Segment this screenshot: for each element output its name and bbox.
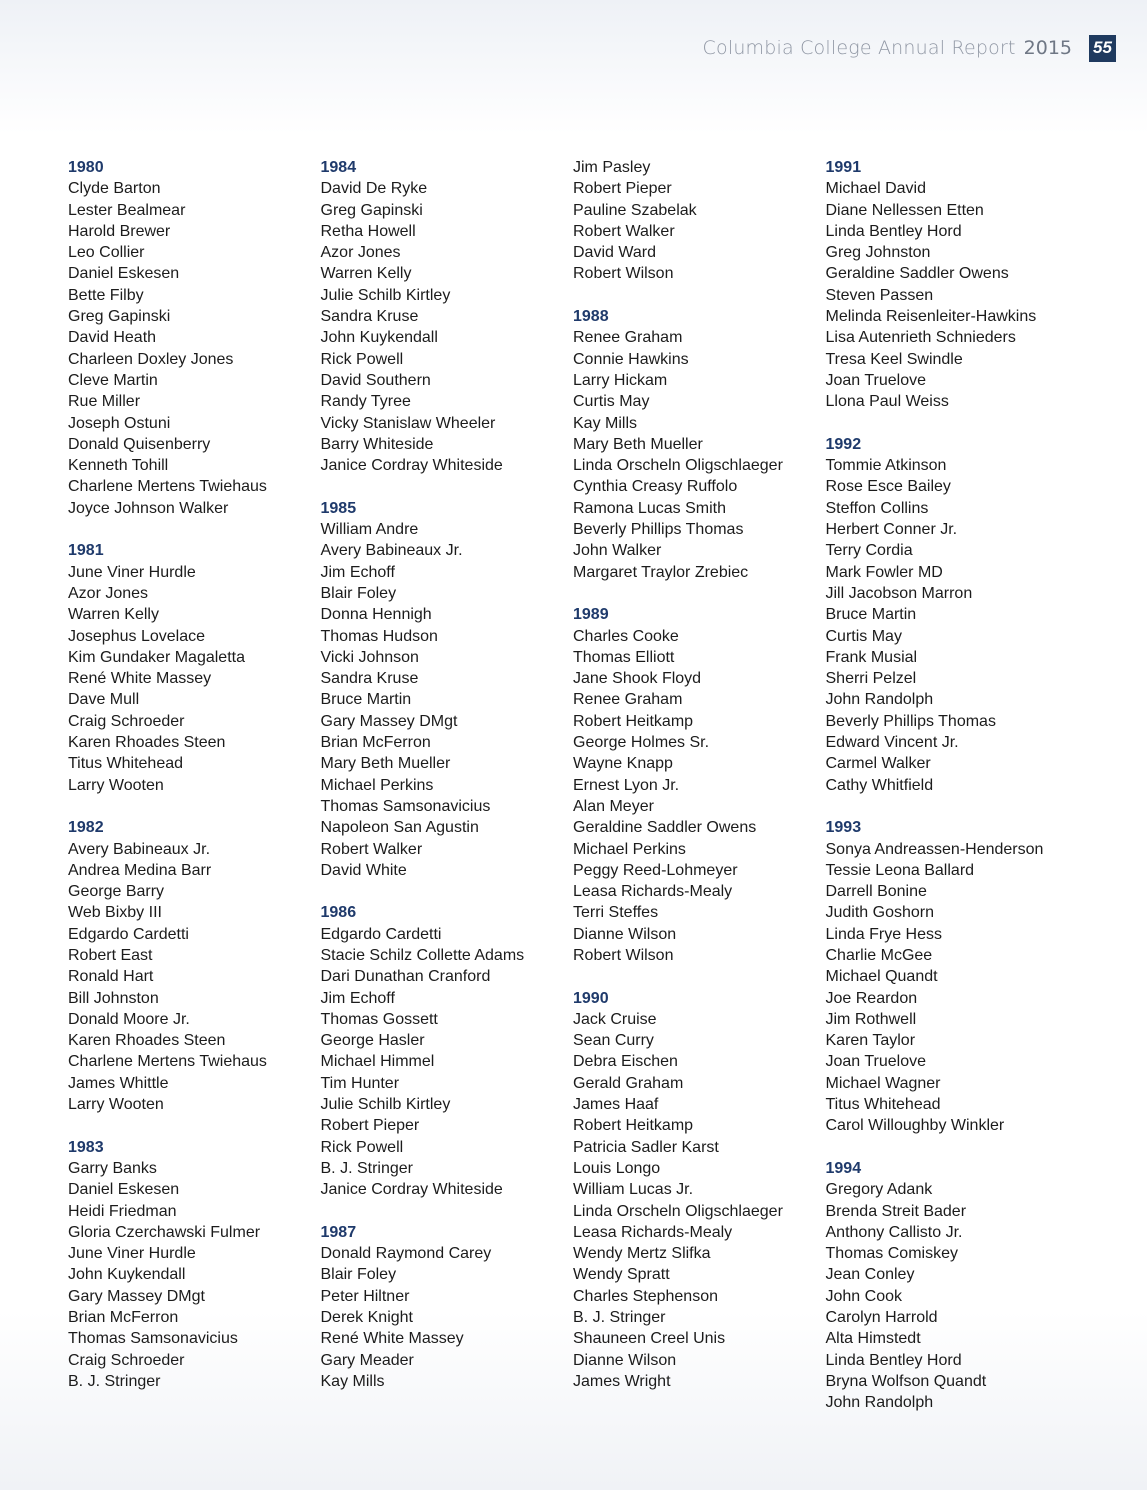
donor-name: June Viner Hurdle <box>68 1245 196 1263</box>
donor-name: John Cook <box>825 1287 902 1305</box>
donor-name: Terry Cordia <box>825 542 913 560</box>
donor-name: John Randolph <box>825 691 934 709</box>
donor-name: Dianne Wilson <box>573 1351 677 1369</box>
donor-name: Brian McFerron <box>68 1309 179 1327</box>
donor-name: Geraldine Saddler Owens <box>825 265 1009 283</box>
donor-name: Avery Babineaux Jr. <box>68 840 211 858</box>
donor-name: Michael Himmel <box>320 1053 435 1071</box>
donor-name: Thomas Samsonavicius <box>68 1330 238 1348</box>
donor-name: Brenda Streit Bader <box>825 1202 967 1220</box>
donor-name: Carol Willoughby Winkler <box>825 1117 1005 1135</box>
donor-name: Jim Pasley <box>573 159 651 176</box>
class-year-group <box>573 306 826 583</box>
donor-name: Robert Wilson <box>573 946 674 964</box>
donor-name: Donald Quisenberry <box>68 435 211 453</box>
donor-name: Lisa Autenrieth Schnieders <box>825 329 1016 347</box>
donor-name: Sandra Kruse <box>320 308 419 326</box>
donor-name: Daniel Eskesen <box>68 1181 180 1199</box>
donor-name: Robert Pieper <box>573 180 672 198</box>
donor-name: Larry Hickam <box>573 371 668 389</box>
class-year-heading: 1990 <box>573 989 609 1007</box>
donor-name: Thomas Samsonavicius <box>320 797 491 815</box>
donor-name: Jack Cruise <box>573 1010 657 1028</box>
donor-name: Andrea Medina Barr <box>68 861 212 879</box>
donor-name: Sean Curry <box>573 1032 654 1050</box>
donor-name: Leasa Richards-Mealy <box>573 883 733 901</box>
donor-name: Renee Graham <box>573 329 683 347</box>
donor-name: Robert Pieper <box>320 1117 420 1135</box>
donor-name: Thomas Comiskey <box>825 1245 958 1263</box>
donor-name: Linda Orscheln Oligschlaeger <box>573 457 783 475</box>
donor-name: Sandra Kruse <box>320 670 419 688</box>
donor-name: Jim Rothwell <box>825 1010 917 1028</box>
donor-name: Larry Wooten <box>68 1096 164 1114</box>
donor-name: Josephus Lovelace <box>68 627 205 645</box>
donor-name: Web Bixby III <box>68 904 162 922</box>
donor-name: Warren Kelly <box>320 265 412 283</box>
donor-name: Joseph Ostuni <box>68 414 171 432</box>
donor-name: Karen Rhoades Steen <box>68 734 226 752</box>
report-year: 2015 <box>1023 37 1072 59</box>
donor-name: Edgardo Cardetti <box>320 925 442 943</box>
donor-name: Greg Johnston <box>825 244 931 262</box>
donor-name: Joan Truelove <box>825 371 927 389</box>
donor-column <box>321 157 574 1414</box>
donor-name: George Holmes Sr. <box>573 734 710 752</box>
donor-name: Herbert Conner Jr. <box>825 521 958 539</box>
donor-name: Linda Bentley Hord <box>825 1351 962 1369</box>
page-number-badge: 55 <box>1089 35 1116 62</box>
donor-name: James Whittle <box>68 1074 169 1092</box>
donor-name: Thomas Gossett <box>320 1010 438 1028</box>
class-year-group <box>321 1222 574 1392</box>
class-year-group <box>826 434 1079 796</box>
donor-name: Blair Foley <box>320 584 397 602</box>
donor-name: Jim Echoff <box>320 989 395 1007</box>
donor-name: Tim Hunter <box>320 1074 400 1092</box>
donor-name: Wendy Spratt <box>573 1266 670 1284</box>
donor-name: Jane Shook Floyd <box>573 670 702 688</box>
donor-name: John Kuykendall <box>68 1266 186 1284</box>
donor-name: Charlene Mertens Twiehaus <box>68 1053 267 1071</box>
class-year-heading: 1993 <box>825 819 862 837</box>
donor-name: Azor Jones <box>320 244 401 262</box>
class-year-group <box>826 1158 1079 1414</box>
donor-name: Retha Howell <box>320 222 416 240</box>
donor-name: Gary Meader <box>320 1351 414 1369</box>
donor-name: John Walker <box>573 542 662 560</box>
donor-name: David White <box>320 861 407 879</box>
donor-name: Janice Cordray Whiteside <box>320 1181 503 1199</box>
donor-name: Gary Massey DMgt <box>320 712 458 730</box>
donor-name: Rue Miller <box>68 393 141 411</box>
donor-column <box>68 157 321 1414</box>
donor-name: Michael Wagner <box>825 1074 941 1092</box>
report-title: Columbia College Annual Report <box>702 37 1016 59</box>
class-year-heading: 1992 <box>825 435 862 453</box>
donor-name: Edgardo Cardetti <box>68 925 189 943</box>
donor-name: Donna Hennigh <box>320 606 432 624</box>
donor-name: Bruce Martin <box>825 606 917 624</box>
donor-name: Garry Banks <box>68 1159 157 1177</box>
donor-name: Thomas Hudson <box>320 627 438 645</box>
donor-name: Craig Schroeder <box>68 1351 185 1369</box>
donor-name: Charlene Mertens Twiehaus <box>68 478 267 496</box>
class-year-group <box>321 498 574 881</box>
donor-name: James Wright <box>573 1372 671 1390</box>
page-header <box>703 34 1116 62</box>
donor-name: Bryna Wolfson Quandt <box>825 1372 987 1390</box>
donor-name: Gregory Adank <box>825 1181 933 1199</box>
donor-name: Clyde Barton <box>68 180 161 198</box>
donor-name: Janice Cordray Whiteside <box>320 457 503 475</box>
donor-name: Diane Nellessen Etten <box>825 201 984 219</box>
donor-name: Craig Schroeder <box>68 712 185 730</box>
donor-name: Lester Bealmear <box>68 201 186 219</box>
donor-name: Julie Schilb Kirtley <box>320 1096 451 1114</box>
donor-name: Greg Gapinski <box>68 308 171 326</box>
donor-name: Derek Knight <box>320 1309 413 1327</box>
donor-name: Carolyn Harrold <box>825 1309 938 1327</box>
donor-name: Titus Whitehead <box>825 1096 941 1114</box>
class-year-heading: 1987 <box>320 1223 357 1241</box>
donor-name: Joan Truelove <box>825 1053 927 1071</box>
donor-name: William Lucas Jr. <box>573 1181 694 1199</box>
donor-name: George Hasler <box>320 1032 425 1050</box>
donor-name: Linda Bentley Hord <box>825 222 962 240</box>
donor-name: Peggy Reed-Lohmeyer <box>573 861 738 879</box>
donor-name: Ronald Hart <box>68 968 154 986</box>
donor-name: Karen Taylor <box>825 1032 916 1050</box>
donor-column <box>826 157 1079 1414</box>
donor-name: Renee Graham <box>573 691 683 709</box>
donor-name: Anthony Callisto Jr. <box>825 1223 963 1241</box>
donor-name: Judith Goshorn <box>825 904 935 922</box>
donor-name: Gerald Graham <box>573 1074 684 1092</box>
donor-name: Llona Paul Weiss <box>825 393 949 411</box>
donor-name: Charles Cooke <box>573 627 679 645</box>
donor-name: Ramona Lucas Smith <box>573 499 726 517</box>
donor-name: Robert Walker <box>573 222 675 240</box>
class-year-group <box>321 902 574 1200</box>
donor-name: David De Ryke <box>320 180 428 198</box>
donor-name: Mark Fowler MD <box>825 563 943 581</box>
class-year-group <box>573 157 826 285</box>
class-year-group <box>68 540 321 796</box>
donor-name: Dari Dunathan Cranford <box>320 968 491 986</box>
donor-name: Julie Schilb Kirtley <box>320 286 451 304</box>
class-year-heading: 1989 <box>573 606 609 624</box>
donor-name: René White Massey <box>320 1330 464 1348</box>
donor-name: Steffon Collins <box>825 499 929 517</box>
class-year-heading: 1981 <box>68 542 104 560</box>
class-year-group <box>573 988 826 1393</box>
class-year-heading: 1983 <box>68 1138 104 1156</box>
donor-name: Napoleon San Agustin <box>320 819 479 837</box>
donor-name: Curtis May <box>573 393 650 411</box>
donor-name: Rick Powell <box>320 1138 404 1156</box>
donor-name: Alan Meyer <box>573 797 654 815</box>
donor-name: Rose Esce Bailey <box>825 478 951 496</box>
class-year-heading: 1994 <box>825 1159 862 1177</box>
donor-name: Edward Vincent Jr. <box>825 734 959 752</box>
donor-name: Cathy Whitfield <box>825 776 934 794</box>
donor-name: Kim Gundaker Magaletta <box>68 648 245 666</box>
donor-name: Blair Foley <box>320 1266 397 1284</box>
donor-name: Rick Powell <box>320 350 404 368</box>
donor-name: Melinda Reisenleiter-Hawkins <box>825 308 1037 326</box>
donor-name: Warren Kelly <box>68 606 159 624</box>
donor-name: George Barry <box>68 883 165 901</box>
donor-column <box>573 157 826 1414</box>
donor-name: William Andre <box>320 521 419 539</box>
donor-name: John Randolph <box>825 1394 934 1412</box>
donor-name: Ernest Lyon Jr. <box>573 776 680 794</box>
donor-name: Robert Walker <box>320 840 423 858</box>
donor-name: Brian McFerron <box>320 734 431 752</box>
donor-name: Patricia Sadler Karst <box>573 1138 719 1156</box>
donor-name: Kay Mills <box>320 1372 385 1390</box>
class-year-group <box>826 157 1079 413</box>
donor-name: Curtis May <box>825 627 902 645</box>
donor-name: Karen Rhoades Steen <box>68 1032 226 1050</box>
donor-name: Stacie Schilz Collette Adams <box>320 946 525 964</box>
donor-name: Linda Frye Hess <box>825 925 942 943</box>
donor-name: Sherri Pelzel <box>825 670 917 688</box>
donor-name: Frank Musial <box>825 648 918 666</box>
class-year-group <box>573 604 826 966</box>
donor-name: Robert East <box>68 946 153 964</box>
donor-name: Barry Whiteside <box>320 435 434 453</box>
donor-name: Daniel Eskesen <box>68 265 180 283</box>
donor-name: Dave Mull <box>68 691 140 709</box>
donor-name: Joe Reardon <box>825 989 918 1007</box>
donor-name: Donald Moore Jr. <box>68 1010 190 1028</box>
donor-name: Bruce Martin <box>320 691 412 709</box>
donor-name: Alta Himstedt <box>825 1330 921 1348</box>
donor-name: Debra Eischen <box>573 1053 678 1071</box>
donor-name: Greg Gapinski <box>320 201 423 219</box>
donor-name: Azor Jones <box>68 584 149 602</box>
donor-name: Wayne Knapp <box>573 755 673 773</box>
donor-name: Tommie Atkinson <box>825 457 947 475</box>
donor-name: Sonya Andreassen-Henderson <box>825 840 1044 858</box>
donor-name: Charles Stephenson <box>573 1287 718 1305</box>
donor-name: Connie Hawkins <box>573 350 689 368</box>
donor-name: B. J. Stringer <box>320 1159 413 1177</box>
donor-name: Margaret Traylor Zrebiec <box>573 563 749 581</box>
donor-name: Michael Perkins <box>573 840 686 858</box>
donor-name: June Viner Hurdle <box>68 563 196 581</box>
class-year-heading: 1982 <box>68 819 104 837</box>
class-year-heading: 1991 <box>825 159 862 176</box>
donor-name: John Kuykendall <box>320 329 438 347</box>
donor-name: Thomas Elliott <box>573 648 675 666</box>
class-year-heading: 1985 <box>320 499 357 517</box>
donor-name: Shauneen Creel Unis <box>573 1330 726 1348</box>
class-year-heading: 1988 <box>573 308 609 326</box>
donor-name: B. J. Stringer <box>573 1309 666 1327</box>
donor-name: Steven Passen <box>825 286 934 304</box>
donor-name: Bill Johnston <box>68 989 159 1007</box>
donor-name: Gary Massey DMgt <box>68 1287 205 1305</box>
donor-name: Robert Heitkamp <box>573 1117 694 1135</box>
donor-name: Wendy Mertz Slifka <box>573 1245 711 1263</box>
class-year-heading: 1986 <box>320 904 357 922</box>
donor-name: Heidi Friedman <box>68 1202 177 1220</box>
donor-name: Charlie McGee <box>825 946 933 964</box>
donor-name: Titus Whitehead <box>68 755 184 773</box>
donor-name: Kenneth Tohill <box>68 457 169 475</box>
donor-name: Jim Echoff <box>320 563 395 581</box>
class-year-group <box>68 817 321 1115</box>
donor-name: Donald Raymond Carey <box>320 1245 492 1263</box>
donor-name: Mary Beth Mueller <box>573 435 703 453</box>
donor-name: Darrell Bonine <box>825 883 927 901</box>
class-year-group <box>826 817 1079 1136</box>
donor-name: Beverly Phillips Thomas <box>573 521 744 539</box>
class-year-group <box>321 157 574 476</box>
donor-name: Cynthia Creasy Ruffolo <box>573 478 738 496</box>
donor-name: Terri Steffes <box>573 904 659 922</box>
donor-name: Bette Filby <box>68 286 144 304</box>
donor-name: Pauline Szabelak <box>573 201 697 219</box>
donor-name: David Southern <box>320 371 431 389</box>
donor-name: Carmel Walker <box>825 755 931 773</box>
donor-name: Dianne Wilson <box>573 925 677 943</box>
donor-name: Michael Perkins <box>320 776 434 794</box>
donor-name: Michael Quandt <box>825 968 938 986</box>
donor-name: Cleve Martin <box>68 371 158 389</box>
donor-name: Jean Conley <box>825 1266 915 1284</box>
donor-name: René White Massey <box>68 670 212 688</box>
donor-name: Harold Brewer <box>68 222 171 240</box>
donor-name: Louis Longo <box>573 1159 661 1177</box>
donor-name: Charleen Doxley Jones <box>68 350 234 368</box>
donor-name: Robert Heitkamp <box>573 712 694 730</box>
donor-list-columns <box>68 157 1078 1414</box>
class-year-heading: 1980 <box>68 159 104 176</box>
donor-name: Jill Jacobson Marron <box>825 584 973 602</box>
class-year-group <box>68 1137 321 1393</box>
donor-name: B. J. Stringer <box>68 1372 161 1390</box>
donor-name: Vicki Johnson <box>320 648 419 666</box>
donor-name: Kay Mills <box>573 414 638 432</box>
donor-name: Larry Wooten <box>68 776 164 794</box>
donor-name: Joyce Johnson Walker <box>68 499 229 517</box>
donor-name: Peter Hiltner <box>320 1287 410 1305</box>
donor-name: David Ward <box>573 244 656 262</box>
donor-name: Tessie Leona Ballard <box>825 861 975 879</box>
donor-name: James Haaf <box>573 1096 659 1114</box>
donor-name: Avery Babineaux Jr. <box>320 542 463 560</box>
donor-name: David Heath <box>68 329 157 347</box>
donor-name: Michael David <box>825 180 926 198</box>
class-year-heading: 1984 <box>320 159 357 176</box>
donor-name: Tresa Keel Swindle <box>825 350 963 368</box>
donor-name: Robert Wilson <box>573 265 674 283</box>
donor-name: Leasa Richards-Mealy <box>573 1223 733 1241</box>
donor-name: Leo Collier <box>68 244 145 262</box>
donor-name: Gloria Czerchawski Fulmer <box>68 1223 261 1241</box>
class-year-group <box>68 157 321 519</box>
donor-name: Vicky Stanislaw Wheeler <box>320 414 496 432</box>
donor-name: Randy Tyree <box>320 393 411 411</box>
donor-name: Geraldine Saddler Owens <box>573 819 757 837</box>
donor-name: Mary Beth Mueller <box>320 755 451 773</box>
donor-name: Linda Orscheln Oligschlaeger <box>573 1202 783 1220</box>
donor-name: Beverly Phillips Thomas <box>825 712 996 730</box>
